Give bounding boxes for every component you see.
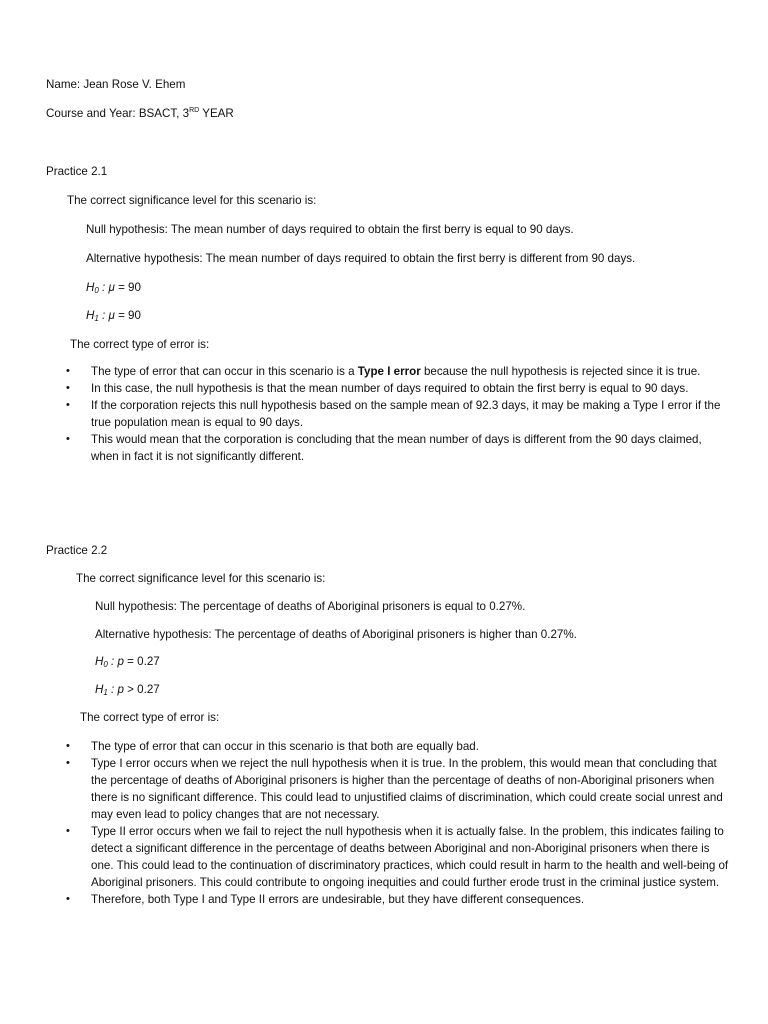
practice-2-1-significance-intro: The correct significance level for this scenario is: [67, 194, 317, 207]
bullet-icon: • [66, 433, 70, 445]
bullet-icon: • [66, 893, 70, 905]
student-name: Name: Jean Rose V. Ehem [46, 78, 186, 91]
practice-2-2-null-hypothesis: Null hypothesis: The percentage of deaths of Aboriginal prisoners is equal to 0.27%. [95, 600, 526, 613]
practice-2-2-bullet-list [66, 738, 731, 908]
bullet-icon: • [66, 825, 70, 837]
practice-2-1-null-hypothesis: Null hypothesis: The mean number of days required to obtain the first berry is equal to 90 days. [86, 223, 574, 236]
bullet-icon: • [66, 365, 70, 377]
practice-2-2-h0: $H_0$ : p = 0.27 [95, 655, 160, 669]
practice-2-2-significance-intro: The correct significance level for this scenario is: [76, 572, 326, 585]
practice-2-1-title: Practice 2.1 [46, 165, 108, 178]
course-and-year [46, 105, 234, 122]
bullet-icon: • [66, 740, 70, 752]
course-superscript: RD [189, 107, 200, 114]
bullet-icon: • [66, 399, 70, 411]
practice-2-1-alt-hypothesis: Alternative hypothesis: The mean number of days required to obtain the first berry is different from 90 days. [86, 252, 636, 265]
list-item: • Therefore, both Type I and Type II errors are undesirable, but they have different consequences. [66, 893, 585, 906]
course-prefix: Course and Year: BSACT, 3 [46, 107, 190, 120]
list-item: • This would mean that the corporation is concluding that the mean number of days is different from the 90 days claimed, when in fact it is not significantly different. [66, 433, 702, 463]
course-suffix: YEAR [199, 107, 234, 120]
list-item: • The type of error that can occur in this scenario is that both are equally bad. [66, 740, 479, 753]
list-item: • If the corporation rejects this null hypothesis based on the sample mean of 92.3 days, it may be making a Type I error if the true population mean is equal to 90 days. [66, 399, 721, 429]
practice-2-2-alt-hypothesis: Alternative hypothesis: The percentage of deaths of Aboriginal prisoners is higher than 0.27%. [95, 628, 577, 641]
practice-2-1-h1: $H_1$ : μ = 90 [86, 309, 141, 323]
list-item: • Type II error occurs when we fail to reject the null hypothesis when it is actually false. In the problem, this indicates failing to detect a significant difference in the percentage of deaths between Aboriginal and non-Aboriginal prisoners when there is one. This could lead to the continuation of discriminatory practices, which could result in harm to the health and well-being of Aboriginal prisoners. This could contribute to ongoing inequities and could further erode trust in the criminal justice system. [66, 825, 729, 889]
list-item: • In this case, the null hypothesis is that the mean number of days required to obtain the first berry is equal to 90 days. [66, 382, 689, 395]
practice-2-1-h0: $H_0$ : μ = 90 [86, 281, 141, 295]
practice-2-2-title: Practice 2.2 [46, 544, 108, 557]
bullet-icon: • [66, 382, 70, 394]
practice-2-2-error-intro: The correct type of error is: [80, 711, 220, 724]
practice-2-2-h1: $H_1$ : p > 0.27 [95, 683, 160, 697]
list-item: • The type of error that can occur in this scenario is a Type I error because the null hypothesis is rejected since it is true. [66, 365, 701, 378]
bullet-icon: • [66, 757, 70, 769]
list-item: • Type I error occurs when we reject the null hypothesis when it is true. In the problem, this would mean that concluding that the percentage of deaths of Aboriginal prisoners is higher than the percentage of deaths of non-Aboriginal prisoners when there is no significant difference. This could lead to unjustified claims of discrimination, which could create social unrest and may even lead to policy changes that are not necessary. [66, 757, 723, 821]
practice-2-1-error-intro: The correct type of error is: [70, 338, 210, 351]
practice-2-1-bullet-list [66, 363, 731, 465]
